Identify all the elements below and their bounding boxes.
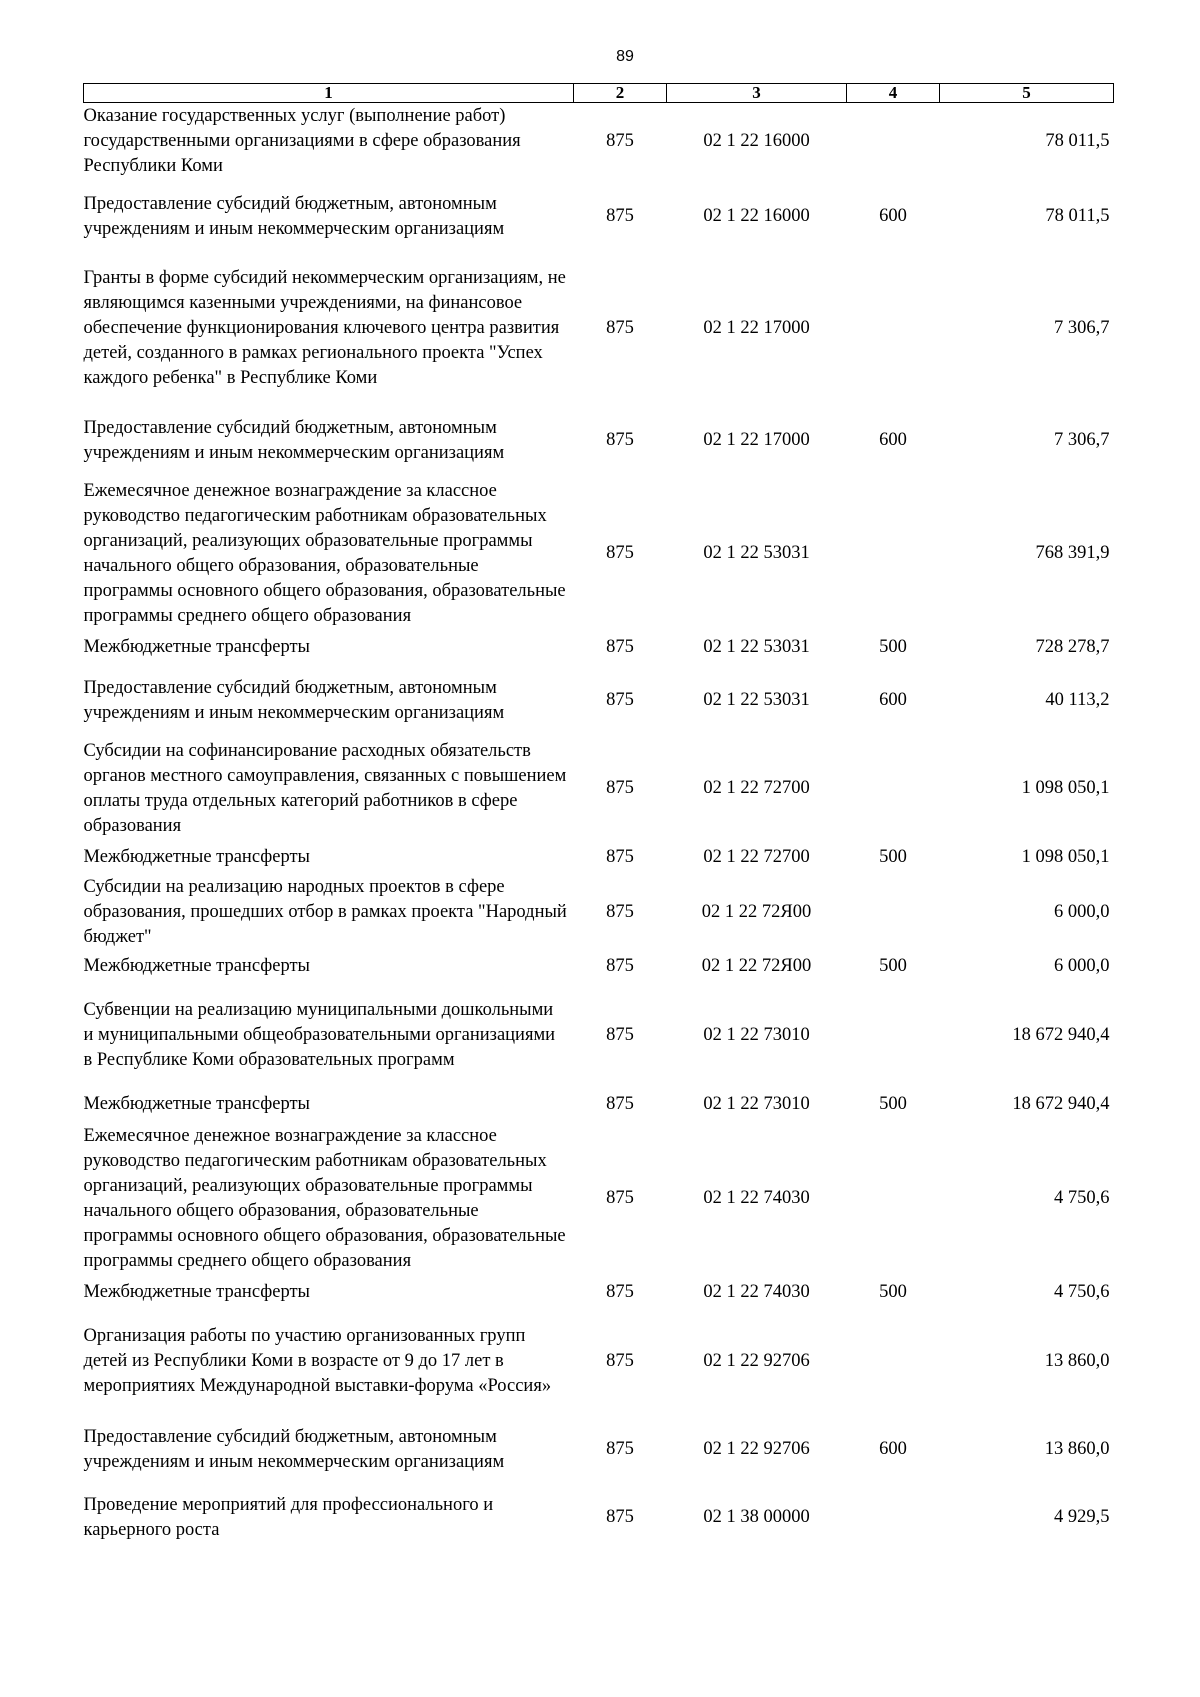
row-vr-code — [847, 875, 940, 950]
row-vr-code — [847, 1486, 940, 1550]
row-description: Предоставление субсидий бюджетным, автономным учреждениям и иным некоммерческим организациям — [83, 193, 505, 239]
header-col-2: 2 — [574, 84, 667, 103]
table-row — [84, 1414, 1114, 1486]
row-vr-code — [847, 984, 940, 1088]
header-row — [84, 84, 1114, 103]
table-row — [84, 1088, 1114, 1122]
table-row — [84, 1276, 1114, 1310]
table-row — [84, 181, 1114, 253]
row-grbs-code: 875 — [606, 206, 634, 226]
header-col-3: 3 — [667, 84, 847, 103]
row-amount: 13 860,0 — [1044, 1439, 1110, 1459]
row-csr-code: 02 1 22 17000 — [703, 318, 810, 338]
row-vr-code: 500 — [879, 1282, 907, 1302]
row-grbs-code: 875 — [606, 637, 634, 657]
row-grbs-code: 875 — [606, 1188, 634, 1208]
row-description: Субсидии на реализацию народных проектов в сфере образования, прошедших отбор в рамках проекта "Народный бюджет" — [83, 876, 567, 947]
row-amount: 78 011,5 — [1045, 206, 1110, 226]
row-vr-code — [847, 253, 940, 405]
page-number: 89 — [616, 48, 634, 65]
row-csr-code: 02 1 22 72700 — [703, 847, 810, 867]
row-vr-code — [847, 1122, 940, 1276]
row-grbs-code: 875 — [606, 131, 634, 152]
row-csr-code: 02 1 22 16000 — [703, 206, 810, 226]
row-vr-code: 600 — [879, 206, 907, 226]
row-description: Межбюджетные трансферты — [83, 637, 310, 657]
row-amount: 7 306,7 — [1054, 430, 1110, 450]
row-description: Предоставление субсидий бюджетным, автономным учреждениям и иным некоммерческим организациям — [83, 1426, 505, 1472]
row-grbs-code: 875 — [606, 1094, 634, 1114]
row-description: Проведение мероприятий для профессионального и карьерного роста — [83, 1494, 494, 1540]
row-grbs-code: 875 — [606, 1507, 634, 1527]
row-amount: 40 113,2 — [1045, 690, 1110, 710]
row-csr-code: 02 1 22 17000 — [703, 430, 810, 450]
row-csr-code: 02 1 22 74030 — [703, 1188, 810, 1208]
row-amount: 1 098 050,1 — [1021, 778, 1110, 798]
row-description: Межбюджетные трансферты — [83, 847, 310, 867]
row-vr-code: 600 — [879, 690, 907, 710]
row-amount: 768 391,9 — [1035, 543, 1110, 563]
row-description: Субвенции на реализацию муниципальными дошкольными и муниципальными общеобразовательными организациями в Республике Коми образовательных программ — [83, 1000, 556, 1070]
row-csr-code: 02 1 22 72700 — [703, 778, 810, 798]
row-grbs-code: 875 — [606, 847, 634, 867]
row-grbs-code: 875 — [606, 778, 634, 798]
table-row — [84, 984, 1114, 1088]
row-amount: 18 672 940,4 — [1012, 1094, 1110, 1114]
row-description: Субсидии на софинансирование расходных обязательств органов местного самоуправления, связанных с повышением оплаты труда отдельных категорий работников в сфере образования — [83, 740, 567, 836]
row-grbs-code: 875 — [606, 690, 634, 710]
budget-table — [83, 83, 1114, 1550]
row-grbs-code: 875 — [606, 1282, 634, 1302]
row-amount: 13 860,0 — [1044, 1351, 1110, 1371]
header-col-4: 4 — [847, 84, 940, 103]
row-csr-code: 02 1 22 73010 — [703, 1094, 810, 1114]
row-csr-code: 02 1 22 53031 — [703, 690, 810, 710]
table-row — [84, 103, 1114, 181]
row-vr-code — [847, 477, 940, 631]
row-vr-code — [847, 103, 940, 181]
row-csr-code: 02 1 38 00000 — [703, 1507, 810, 1527]
row-csr-code: 02 1 22 72Я00 — [701, 956, 812, 976]
table-row — [84, 841, 1114, 875]
row-csr-code: 02 1 22 73010 — [703, 1025, 810, 1045]
table-row — [84, 950, 1114, 984]
row-description: Предоставление субсидий бюджетным, автономным учреждениям и иным некоммерческим организациям — [83, 417, 505, 463]
row-vr-code — [847, 1310, 940, 1414]
row-description: Ежемесячное денежное вознаграждение за классное руководство педагогическим работникам образовательных организаций, реализующих образовательные программы начального общего образования, образовательные программы основного общего образования, образовательные программы среднего общего образования — [83, 1125, 566, 1271]
row-amount: 6 000,0 — [1054, 901, 1110, 922]
row-amount: 18 672 940,4 — [1012, 1025, 1110, 1045]
row-description: Гранты в форме субсидий некоммерческим организациям, не являющимся казенными учреждениями, на финансовое обеспечение функционирования ключевого центра развития детей, созданного в рамках регионального проекта "Успех каждого ребенка" в Республике Коми — [83, 268, 566, 388]
row-grbs-code: 875 — [606, 1351, 634, 1371]
row-vr-code: 500 — [879, 847, 907, 867]
row-grbs-code: 875 — [606, 901, 634, 922]
table-row — [84, 1122, 1114, 1276]
row-description: Оказание государственных услуг (выполнение работ) государственными организациями в сфере образования Республики Коми — [83, 106, 521, 177]
row-description: Межбюджетные трансферты — [83, 1282, 310, 1302]
table-row — [84, 737, 1114, 841]
table-row — [84, 1310, 1114, 1414]
row-grbs-code: 875 — [606, 543, 634, 563]
table-row — [84, 1486, 1114, 1550]
table-row — [84, 253, 1114, 405]
table-row — [84, 875, 1114, 950]
row-amount: 7 306,7 — [1054, 318, 1110, 338]
row-grbs-code: 875 — [606, 318, 634, 338]
row-grbs-code: 875 — [606, 1439, 634, 1459]
row-description: Предоставление субсидий бюджетным, автономным учреждениям и иным некоммерческим организациям — [83, 677, 505, 723]
row-vr-code: 600 — [879, 430, 907, 450]
row-amount: 1 098 050,1 — [1021, 847, 1110, 867]
row-amount: 728 278,7 — [1035, 637, 1110, 657]
row-csr-code: 02 1 22 72Я00 — [701, 901, 812, 922]
row-csr-code: 02 1 22 74030 — [703, 1282, 810, 1302]
table-row — [84, 477, 1114, 631]
row-amount: 6 000,0 — [1054, 956, 1110, 976]
row-csr-code: 02 1 22 53031 — [703, 637, 810, 657]
row-description: Организация работы по участию организованных групп детей из Республики Коми в возрасте от 9 до 17 лет в мероприятиях Международной выставки-форума «Россия» — [83, 1326, 552, 1396]
row-description: Межбюджетные трансферты — [83, 956, 310, 976]
row-amount: 4 750,6 — [1054, 1188, 1110, 1208]
row-csr-code: 02 1 22 92706 — [703, 1351, 810, 1371]
row-csr-code: 02 1 22 92706 — [703, 1439, 810, 1459]
table-row — [84, 665, 1114, 737]
row-grbs-code: 875 — [606, 956, 634, 976]
table-row — [84, 405, 1114, 477]
row-grbs-code: 875 — [606, 1025, 634, 1045]
row-csr-code: 02 1 22 16000 — [703, 131, 810, 152]
row-description: Ежемесячное денежное вознаграждение за классное руководство педагогическим работникам образовательных организаций, реализующих образовательные программы начального общего образования, образовательные программы основного общего образования, образовательные программы среднего общего образования — [83, 480, 566, 626]
row-vr-code: 500 — [879, 1094, 907, 1114]
row-amount: 4 929,5 — [1054, 1507, 1110, 1527]
header-col-1: 1 — [84, 84, 574, 103]
row-grbs-code: 875 — [606, 430, 634, 450]
row-amount: 4 750,6 — [1054, 1282, 1110, 1302]
row-vr-code: 500 — [879, 956, 907, 976]
row-vr-code — [847, 737, 940, 841]
row-csr-code: 02 1 22 53031 — [703, 543, 810, 563]
row-vr-code: 500 — [879, 637, 907, 657]
table-row — [84, 631, 1114, 665]
row-description: Межбюджетные трансферты — [83, 1094, 310, 1114]
row-vr-code: 600 — [879, 1439, 907, 1459]
header-col-5: 5 — [940, 84, 1114, 103]
row-amount: 78 011,5 — [1045, 131, 1110, 152]
